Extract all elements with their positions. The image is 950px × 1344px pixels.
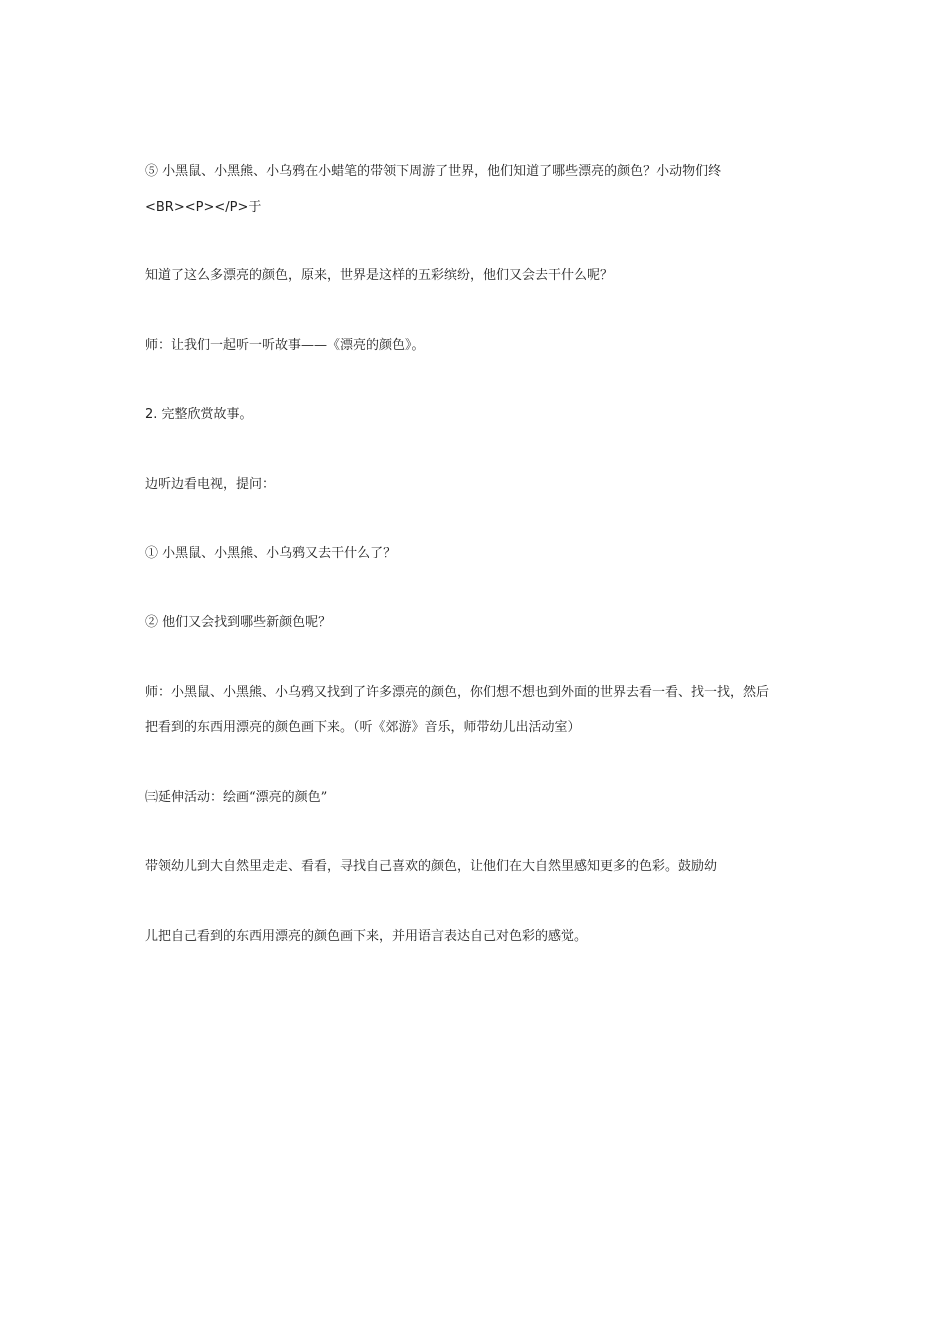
paragraph-extension-activity: 带领幼儿到大自然里走走、看看，寻找自己喜欢的颜色，让他们在大自然里感知更多的色彩。鼓励幼	[145, 859, 718, 874]
paragraph-markup-fragment	[145, 199, 825, 217]
paragraph-question-1: ① 小黑鼠、小黑熊、小乌鸦又去干什么了？	[145, 546, 397, 561]
step-2-text: 完整欣赏故事。	[161, 407, 253, 422]
markup-tail-text: 于	[248, 200, 262, 215]
paragraph-step-2	[145, 406, 825, 424]
paragraph-question-2: ② 他们又会找到哪些新颜色呢？	[145, 615, 332, 630]
step-number: 2.	[145, 407, 158, 422]
html-markup-text: <BR><P></P>	[145, 200, 249, 215]
paragraph-teacher-summary: 师：小黑鼠、小黑熊、小乌鸦又找到了许多漂亮的颜色，你们想不想也到外面的世界去看一看、找一找，然后	[145, 685, 770, 700]
paragraph-teacher-intro: 师：让我们一起听一听故事——《漂亮的颜色》。	[145, 338, 425, 353]
paragraph-continuation: 知道了这么多漂亮的颜色，原来，世界是这样的五彩缤纷，他们又会去干什么呢？	[145, 268, 614, 283]
paragraph-watch-tv: 边听边看电视，提问：	[145, 477, 276, 492]
paragraph-teacher-summary-cont: 把看到的东西用漂亮的颜色画下来。（听《郊游》音乐，师带幼儿出活动室）	[145, 720, 581, 735]
section-heading-extension: ㈢延伸活动：绘画“漂亮的颜色”	[145, 790, 328, 805]
paragraph-extension-activity-cont: 儿把自己看到的东西用漂亮的颜色画下来，并用语言表达自己对色彩的感觉。	[145, 929, 588, 944]
paragraph-question-5: ⑤ 小黑鼠、小黑熊、小乌鸦在小蜡笔的带领下周游了世界，他们知道了哪些漂亮的颜色？小动物们终	[145, 164, 722, 179]
